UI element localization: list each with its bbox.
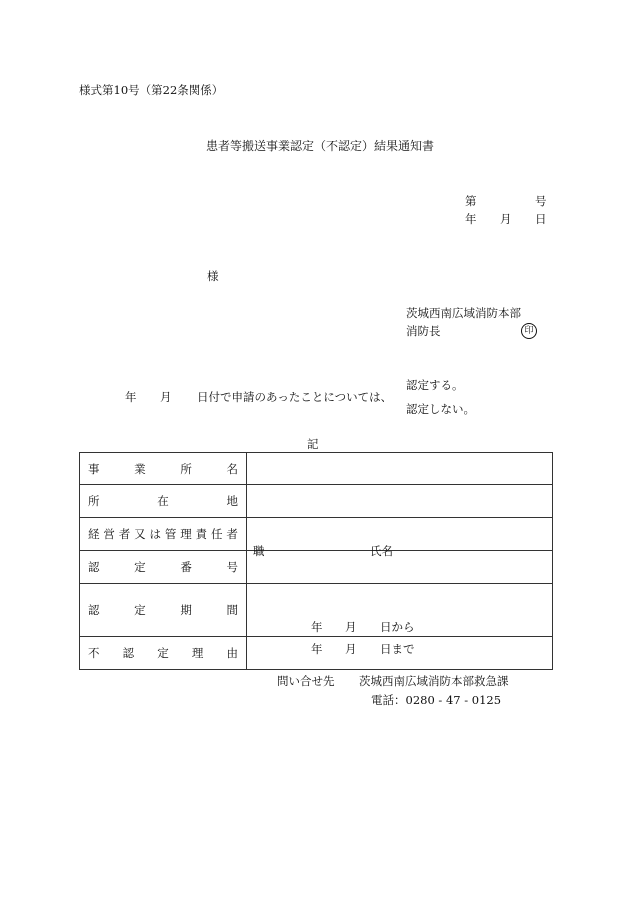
value-cert-period[interactable]: [247, 584, 553, 656]
body-year: 年: [125, 390, 137, 404]
seal-mark: [521, 322, 537, 339]
value-cert-number[interactable]: [247, 551, 553, 584]
details-table: [79, 452, 553, 670]
document-title: 患者等搬送事業認定（不認定）結果通知書: [206, 139, 435, 153]
option-approve: 認定する。: [406, 378, 464, 392]
contact-label: 問い合せ先: [277, 674, 335, 688]
label-cert-period: 認 定 期 間: [80, 584, 247, 637]
form-reference: 様式第10号（第22条関係）: [79, 83, 224, 97]
value-business-name[interactable]: [247, 453, 553, 485]
value-location[interactable]: [247, 485, 553, 518]
seal-icon: 印: [521, 323, 537, 339]
addressee-suffix: 様: [207, 269, 219, 283]
doc-number-go: 号: [535, 194, 547, 208]
issuer-org: 茨城西南広域消防本部: [406, 306, 521, 320]
label-location: 所 在 地: [80, 485, 247, 518]
table-row-location: [80, 485, 553, 518]
value-manager[interactable]: [247, 518, 553, 558]
body-month: 月: [160, 390, 172, 404]
doc-number-dai: 第: [465, 194, 477, 208]
label-manager: 経 営 者 又 は 管 理 責 任 者: [80, 518, 247, 551]
table-row-manager: [80, 518, 553, 551]
table-row-business-name: [80, 453, 553, 485]
label-cert-number: 認 定 番 号: [80, 551, 247, 584]
from-year: 年: [311, 620, 323, 634]
from-day: 日から: [380, 620, 415, 634]
date-year: 年: [465, 212, 477, 226]
table-row-cert-number: [80, 551, 553, 584]
ki-heading: 記: [307, 437, 319, 451]
option-deny: 認定しない。: [406, 402, 475, 416]
date-day: 日: [535, 212, 547, 226]
label-business-name: 事 業 所 名: [80, 453, 247, 485]
issuer-chief: 消防長: [406, 324, 441, 338]
from-month: 月: [345, 620, 357, 634]
to-day: 日まで: [380, 642, 415, 656]
body-text: 日付で申請のあったことについては、: [197, 390, 393, 404]
contact-phone: 電話：0280 - 47 - 0125: [371, 693, 502, 707]
name-label: 氏名: [370, 544, 393, 558]
date-month: 月: [500, 212, 512, 226]
label-denial-reason: 不 認 定 理 由: [80, 637, 247, 670]
contact-dept: 茨城西南広域消防本部救急課: [359, 674, 509, 688]
position-label: 職: [253, 544, 265, 558]
to-year: 年: [311, 642, 323, 656]
to-month: 月: [345, 642, 357, 656]
table-row-cert-period: [80, 584, 553, 637]
